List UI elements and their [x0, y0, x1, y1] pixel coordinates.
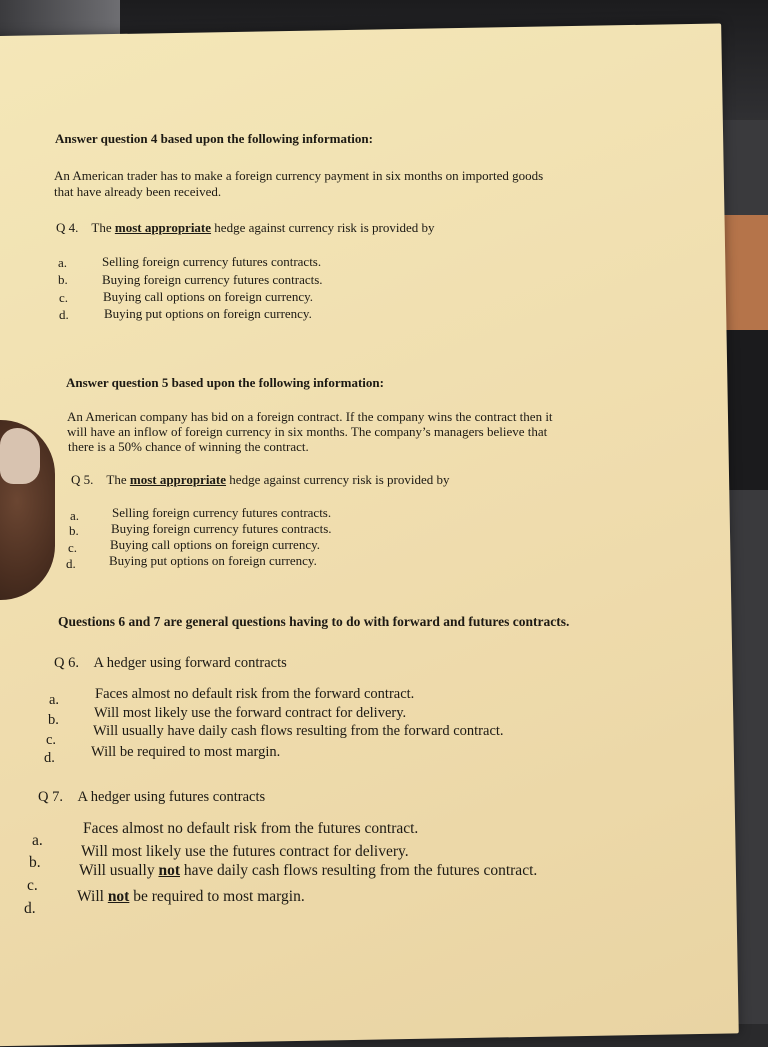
- option-letter: c.: [46, 732, 57, 748]
- option-text: Buying put options on foreign currency.: [104, 306, 312, 321]
- option-letter: a.: [70, 508, 80, 523]
- option-letter: c.: [27, 877, 38, 894]
- option-text: Selling foreign currency futures contracts.: [102, 254, 322, 269]
- option-letter: c.: [68, 540, 78, 555]
- thumbnail-nail: [0, 428, 40, 484]
- option-letter: c.: [59, 290, 69, 305]
- option-letter: b.: [58, 272, 68, 287]
- info-text: that have already been received.: [54, 184, 222, 199]
- option-letter: b.: [69, 523, 79, 538]
- option-letter: d.: [24, 900, 36, 917]
- option-text: Buying call options on foreign currency.: [103, 289, 313, 304]
- option-text: Will not be required to most margin.: [77, 888, 305, 905]
- info-text: An American trader has to make a foreign currency payment in six months on imported goods: [54, 168, 544, 183]
- option-letter: d.: [66, 556, 76, 571]
- section-header-q6-q7: Questions 6 and 7 are general questions having to do with forward and futures contracts.: [58, 614, 570, 629]
- option-text: Buying foreign currency futures contracts.: [111, 521, 332, 536]
- option-text: Will be required to most margin.: [91, 744, 281, 760]
- option-letter: d.: [59, 307, 69, 322]
- option-text: Faces almost no default risk from the futures contract.: [83, 820, 419, 837]
- option-letter: d.: [44, 750, 55, 766]
- option-letter: b.: [29, 854, 41, 871]
- option-letter: b.: [48, 712, 59, 728]
- option-text: Will usually not have daily cash flows resulting from the futures contract.: [79, 862, 538, 879]
- option-text: Buying foreign currency futures contracts.: [102, 272, 323, 287]
- option-text: Selling foreign currency futures contracts.: [112, 505, 332, 520]
- question-q4: Q 4. The most appropriate hedge against currency risk is provided by: [56, 220, 435, 235]
- question-q7: Q 7. A hedger using futures contracts: [38, 789, 266, 805]
- option-text: Will usually have daily cash flows resulting from the forward contract.: [93, 723, 504, 739]
- option-text: Buying call options on foreign currency.: [110, 537, 320, 552]
- section-header-q4: Answer question 4 based upon the following information:: [55, 131, 373, 146]
- option-text: Will most likely use the futures contract for delivery.: [81, 843, 409, 860]
- section-header-q5: Answer question 5 based upon the following information:: [66, 375, 384, 390]
- option-text: Faces almost no default risk from the forward contract.: [95, 686, 415, 702]
- option-text: Buying put options on foreign currency.: [109, 553, 317, 568]
- option-text: Will most likely use the forward contract for delivery.: [94, 705, 407, 721]
- option-letter: a.: [49, 692, 60, 708]
- info-text: An American company has bid on a foreign contract. If the company wins the contract then it: [67, 409, 553, 424]
- question-q5: Q 5. The most appropriate hedge against currency risk is provided by: [71, 472, 450, 487]
- option-letter: a.: [58, 255, 68, 270]
- option-letter: a.: [32, 832, 43, 849]
- question-q6: Q 6. A hedger using forward contracts: [54, 655, 287, 671]
- info-text: will have an inflow of foreign currency in six months. The company’s managers believe that: [67, 424, 548, 439]
- info-text: there is a 50% chance of winning the contract.: [68, 439, 309, 454]
